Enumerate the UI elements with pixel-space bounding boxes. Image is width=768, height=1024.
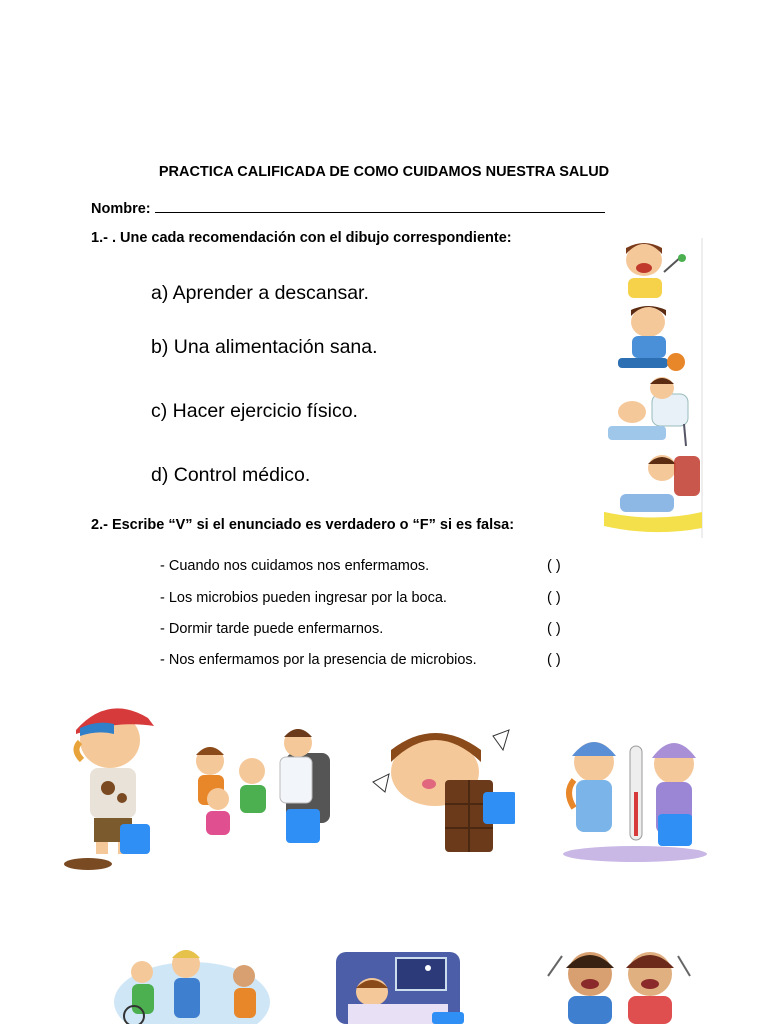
option-a: a) Aprender a descansar. xyxy=(151,282,369,304)
name-label: Nombre: xyxy=(91,201,151,217)
answer-box[interactable]: ( ) xyxy=(547,652,561,668)
question-2-prompt: 2.- Escribe “V” si el enunciado es verdadero o “F” si es falsa: xyxy=(91,517,515,533)
question-1-pictures xyxy=(604,238,704,538)
dirty-boy-icon xyxy=(58,700,168,880)
children-exercising-icon xyxy=(112,942,272,1024)
statement-text: - Nos enfermamos por la presencia de microbios. xyxy=(160,652,477,668)
cold-children-thermometer-icon xyxy=(560,722,710,862)
statement-3 xyxy=(160,621,580,637)
statement-text: - Dormir tarde puede enfermarnos. xyxy=(160,621,384,637)
checkbox[interactable] xyxy=(432,1012,464,1024)
option-b: b) Una alimentación sana. xyxy=(151,336,378,358)
checkbox[interactable] xyxy=(658,814,692,846)
statement-4 xyxy=(160,652,580,668)
answer-box[interactable]: ( ) xyxy=(547,590,561,606)
statement-text: - Cuando nos cuidamos nos enfermamos. xyxy=(160,558,430,574)
statement-text: - Los microbios pueden ingresar por la boca. xyxy=(160,590,447,606)
girl-with-chocolate-icon xyxy=(365,722,515,857)
child-sleeping-icon xyxy=(328,946,468,1024)
answer-box[interactable]: ( ) xyxy=(547,621,561,637)
checkbox[interactable] xyxy=(286,809,320,843)
name-blank[interactable] xyxy=(155,198,605,213)
child-eating-icon xyxy=(626,243,686,298)
checkbox[interactable] xyxy=(483,792,515,824)
page-title: PRACTICA CALIFICADA DE COMO CUIDAMOS NUESTRA SALUD xyxy=(158,164,610,180)
doctor-family-icon xyxy=(188,725,338,850)
question-1-prompt: 1.- . Une cada recomendación con el dibujo correspondiente: xyxy=(91,230,512,246)
answer-box[interactable]: ( ) xyxy=(547,558,561,574)
option-d: d) Control médico. xyxy=(151,464,311,486)
statement-2 xyxy=(160,590,580,606)
statement-1 xyxy=(160,558,580,574)
dentist-visit-icon xyxy=(608,377,688,446)
child-with-ball-icon xyxy=(618,306,685,371)
children-eating-icon xyxy=(538,946,703,1024)
name-field xyxy=(91,198,605,217)
checkbox[interactable] xyxy=(120,824,150,854)
option-c: c) Hacer ejercicio físico. xyxy=(151,400,358,422)
child-resting-in-bed-icon xyxy=(604,455,702,532)
